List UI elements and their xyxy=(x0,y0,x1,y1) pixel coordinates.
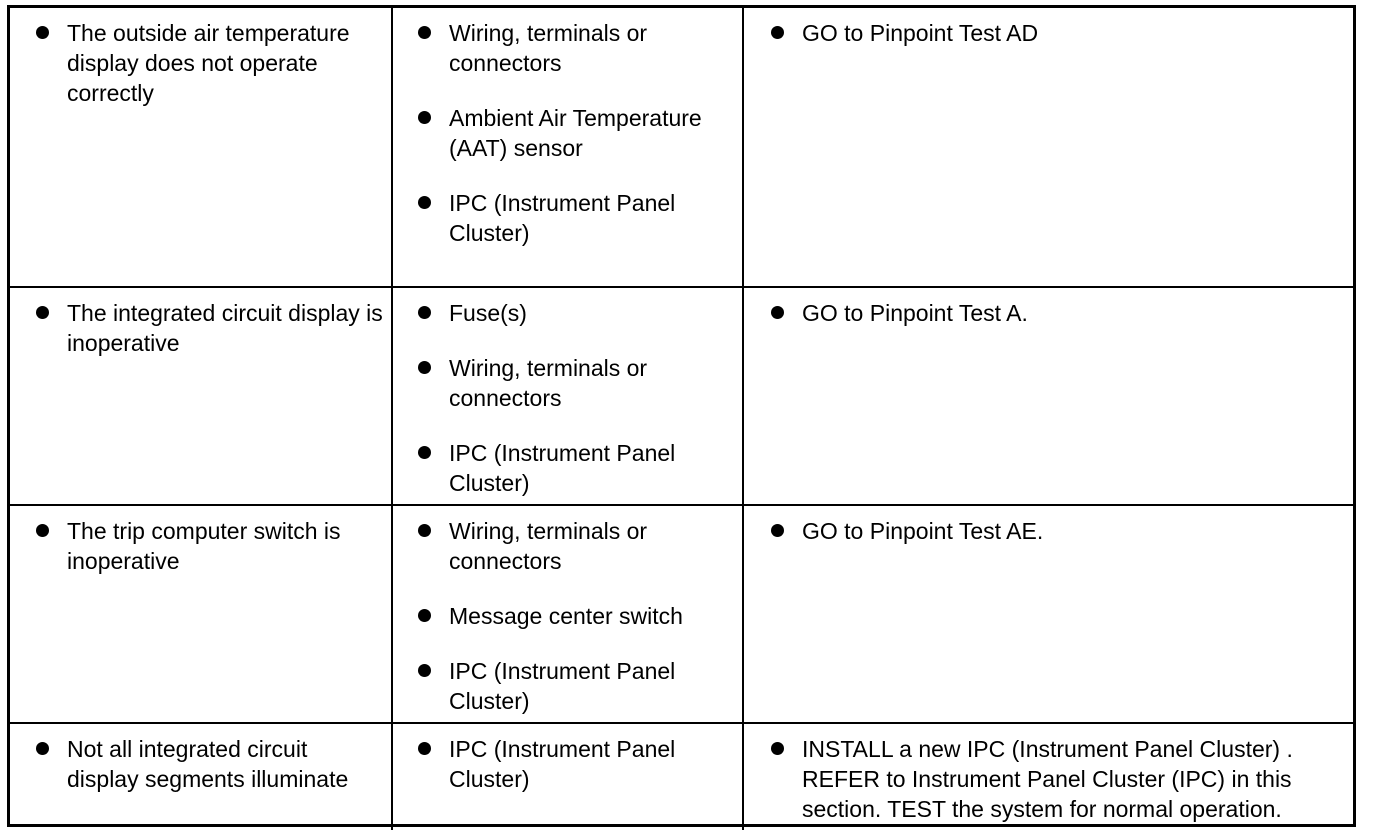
source-text: IPC (Instrument Panel Cluster) xyxy=(449,440,676,496)
bullet-icon xyxy=(418,111,431,124)
list-item xyxy=(401,18,734,78)
list-item xyxy=(752,734,1345,824)
source-cell xyxy=(392,8,743,287)
symptom-cell xyxy=(10,505,392,723)
action-text: GO to Pinpoint Test AE. xyxy=(802,518,1044,544)
bullet-icon xyxy=(771,306,784,319)
source-text: IPC (Instrument Panel Cluster) xyxy=(449,736,676,792)
symptom-text: The integrated circuit display is inoperative xyxy=(67,300,383,356)
list-item xyxy=(401,516,734,576)
list-item xyxy=(401,103,734,163)
bullet-icon xyxy=(418,361,431,374)
list-item xyxy=(18,516,383,576)
list-item xyxy=(401,734,734,794)
source-text: Fuse(s) xyxy=(449,300,527,326)
source-text: IPC (Instrument Panel Cluster) xyxy=(449,658,676,714)
list-item xyxy=(401,353,734,413)
bullet-icon xyxy=(36,742,49,755)
list-item xyxy=(401,656,734,716)
action-cell xyxy=(743,505,1353,723)
list-item xyxy=(401,438,734,498)
action-cell xyxy=(743,723,1353,830)
action-text: INSTALL a new IPC (Instrument Panel Cluster) . REFER to Instrument Panel Cluster (IPC) in this section. TEST the system for normal operation. xyxy=(802,736,1293,822)
symptom-text: Not all integrated circuit display segments illuminate xyxy=(67,736,349,792)
bullet-icon xyxy=(418,26,431,39)
source-text: IPC (Instrument Panel Cluster) xyxy=(449,190,676,246)
bullet-icon xyxy=(418,196,431,209)
table-row xyxy=(10,287,1353,505)
source-cell xyxy=(392,723,743,830)
action-cell xyxy=(743,8,1353,287)
bullet-icon xyxy=(36,306,49,319)
symptom-cell xyxy=(10,723,392,830)
source-text: Wiring, terminals or connectors xyxy=(449,518,648,574)
list-item xyxy=(18,18,383,108)
list-item xyxy=(401,298,734,328)
symptom-text: The outside air temperature display does not operate correctly xyxy=(67,20,350,106)
list-item xyxy=(401,601,734,631)
list-item xyxy=(401,188,734,248)
list-item xyxy=(752,516,1345,546)
source-text: Wiring, terminals or connectors xyxy=(449,20,648,76)
bullet-icon xyxy=(418,609,431,622)
bullet-icon xyxy=(771,524,784,537)
bullet-icon xyxy=(36,26,49,39)
bullet-icon xyxy=(418,664,431,677)
bullet-icon xyxy=(771,742,784,755)
table-row xyxy=(10,723,1353,830)
table-row xyxy=(10,505,1353,723)
list-item xyxy=(752,18,1345,48)
list-item xyxy=(18,734,383,794)
source-text: Message center switch xyxy=(449,603,683,629)
bullet-icon xyxy=(36,524,49,537)
source-cell xyxy=(392,505,743,723)
bullet-icon xyxy=(418,446,431,459)
symptom-cell xyxy=(10,287,392,505)
symptom-table xyxy=(10,8,1353,830)
action-text: GO to Pinpoint Test AD xyxy=(802,20,1039,46)
action-text: GO to Pinpoint Test A. xyxy=(802,300,1028,326)
symptom-chart xyxy=(7,5,1356,827)
table-row xyxy=(10,8,1353,287)
bullet-icon xyxy=(771,26,784,39)
bullet-icon xyxy=(418,742,431,755)
action-cell xyxy=(743,287,1353,505)
list-item xyxy=(18,298,383,358)
source-cell xyxy=(392,287,743,505)
list-item xyxy=(752,298,1345,328)
source-text: Ambient Air Temperature (AAT) sensor xyxy=(449,105,702,161)
symptom-cell xyxy=(10,8,392,287)
source-text: Wiring, terminals or connectors xyxy=(449,355,648,411)
bullet-icon xyxy=(418,524,431,537)
symptom-text: The trip computer switch is inoperative xyxy=(67,518,341,574)
bullet-icon xyxy=(418,306,431,319)
